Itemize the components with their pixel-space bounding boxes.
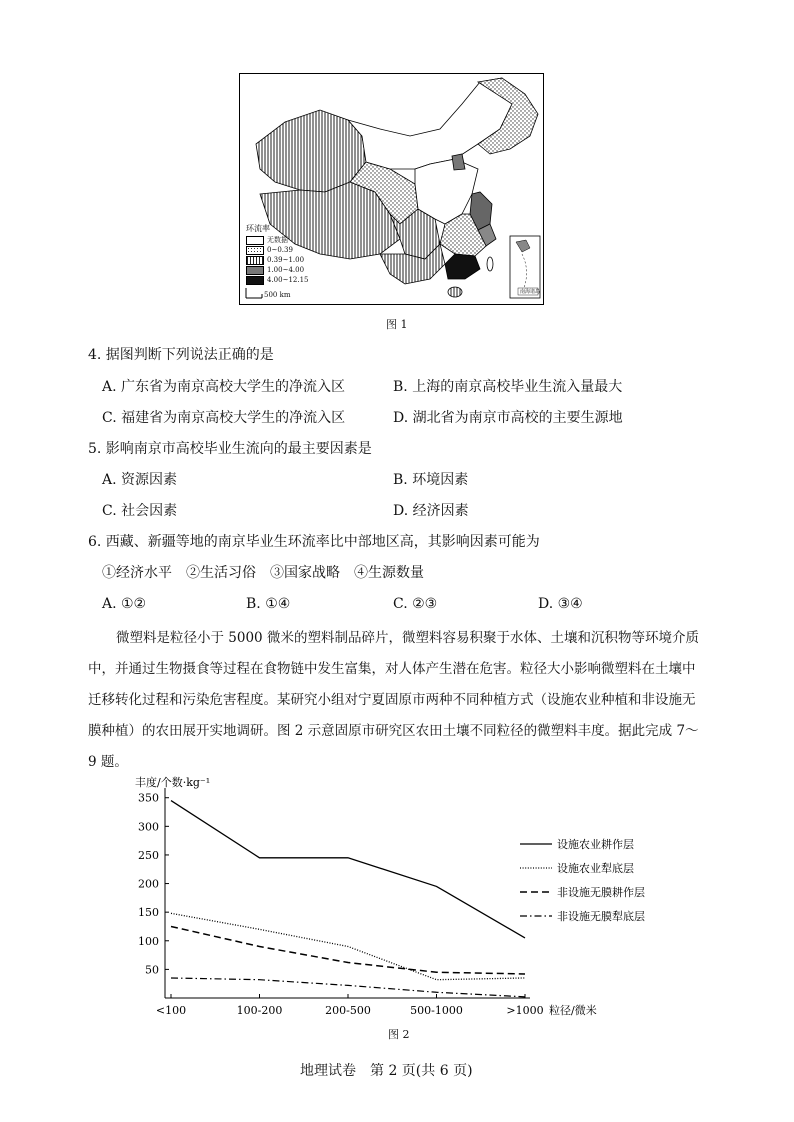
legend-swatch-dots <box>246 246 264 255</box>
question-5-option-c: C. 社会因素 <box>102 503 178 519</box>
chart-series-group <box>171 801 525 997</box>
question-6-stem: 6. 西藏、新疆等地的南京毕业生环流率比中部地区高，其影响因素可能为 <box>88 534 540 550</box>
passage-line: 9 题。 <box>88 754 128 770</box>
y-tick-label: 100 <box>138 934 159 948</box>
x-tick-label: 100-200 <box>236 1004 283 1017</box>
question-5-option-a: A. 资源因素 <box>102 472 178 488</box>
question-5-option-b: B. 环境因素 <box>393 472 469 488</box>
series-line-2 <box>171 913 525 979</box>
question-5-option-d: D. 经济因素 <box>393 503 469 519</box>
y-tick-label: 150 <box>138 906 159 920</box>
passage-line: 中，并通过生物摄食等过程在食物链中发生富集，对人体产生潜在危害。粒径大小影响微塑料在土壤中 <box>88 661 696 677</box>
y-axis-label: 丰度/个数·kg⁻¹ <box>135 776 211 789</box>
passage <box>88 623 702 778</box>
x-axis-label: 粒径/微米 <box>549 1004 597 1017</box>
question-4-option-b: B. 上海的南京高校毕业生流入量最大 <box>393 379 623 395</box>
region-guangdong <box>445 254 480 279</box>
legend-item <box>246 275 309 285</box>
question-4-option-d: D. 湖北省为南京市高校的主要生源地 <box>393 410 623 426</box>
question-4-option-a: A. 广东省为南京高校大学生的净流入区 <box>102 379 346 395</box>
x-tick-label: <100 <box>155 1004 187 1017</box>
y-tick-label: 200 <box>138 877 159 891</box>
legend-title: 环流率 <box>246 224 270 233</box>
legend-label: 0~0.39 <box>267 245 293 254</box>
legend-swatch-vlines <box>246 256 264 265</box>
y-tick-label: 350 <box>138 791 159 805</box>
microplastic-abundance-chart <box>120 772 645 1020</box>
chart-axes <box>135 775 597 1017</box>
x-tick-label: >1000 <box>506 1004 544 1017</box>
passage-line: 膜种植）的农田展开实地调研。图 2 示意固原市研究区农田土壤不同粒径的微塑料丰度。据此完成 7～ <box>88 723 699 739</box>
y-tick-label: 50 <box>145 963 159 977</box>
legend-label: 1.00~4.00 <box>267 265 305 274</box>
legend-swatch-blank <box>246 236 264 245</box>
region-beijing <box>452 154 465 170</box>
series-line-1 <box>171 801 525 938</box>
page-footer: 地理试卷 第 2 页(共 6 页) <box>300 1063 473 1079</box>
passage-line: 微塑料是粒径小于 5000 微米的塑料制品碎片，微塑料容易积聚于水体、土壤和沉积物等环境介质 <box>116 630 699 646</box>
question-6-option-d: D. ③④ <box>538 596 583 612</box>
figure2-caption: 图 2 <box>388 1028 410 1041</box>
legend-label-2: 设施农业犁底层 <box>557 862 634 875</box>
inset-label: 南海诸岛 <box>520 289 541 295</box>
scale-label: 500 km <box>264 291 291 299</box>
legend-label-4: 非设施无膜犁底层 <box>557 910 645 923</box>
legend-label: 0.39~1.00 <box>267 255 305 264</box>
legend-label-3: 非设施无膜耕作层 <box>557 886 645 899</box>
question-6-choices: ①经济水平 ②生活习俗 ③国家战略 ④生源数量 <box>102 565 424 581</box>
passage-line: 迁移转化过程和污染危害程度。某研究小组对宁夏固原市两种不同种植方式（设施农业种植和非设施无 <box>88 692 696 708</box>
legend-label: 无数据 <box>267 235 288 244</box>
question-5-stem: 5. 影响南京市高校毕业生流向的最主要因素是 <box>88 441 372 457</box>
region-taiwan <box>487 257 493 271</box>
series-line-3 <box>171 926 525 973</box>
legend-item <box>246 245 309 255</box>
legend-swatch-black <box>246 276 264 285</box>
x-tick-label: 200-500 <box>325 1004 371 1017</box>
china-map-figure <box>239 73 544 305</box>
legend-item <box>246 265 309 275</box>
legend-label-1: 设施农业耕作层 <box>557 838 634 851</box>
question-6-option-c: C. ②③ <box>393 596 438 612</box>
question-4-stem: 4. 据图判断下列说法正确的是 <box>88 347 274 363</box>
region-hainan <box>448 287 462 297</box>
question-6-option-b: B. ①④ <box>246 596 291 612</box>
x-tick-label: 500-1000 <box>410 1004 463 1017</box>
map-legend <box>246 224 309 285</box>
y-tick-label: 300 <box>138 820 159 834</box>
legend-item <box>246 235 309 245</box>
figure1-caption: 图 1 <box>386 318 408 331</box>
question-6-option-a: A. ①② <box>102 596 147 612</box>
chart-legend <box>520 837 645 923</box>
question-4-option-c: C. 福建省为南京高校大学生的净流入区 <box>102 410 346 426</box>
legend-label: 4.00~12.15 <box>267 275 309 284</box>
y-tick-label: 250 <box>138 848 159 862</box>
legend-item <box>246 255 309 265</box>
legend-swatch-gray <box>246 266 264 275</box>
region-inner-mongolia <box>348 78 512 169</box>
